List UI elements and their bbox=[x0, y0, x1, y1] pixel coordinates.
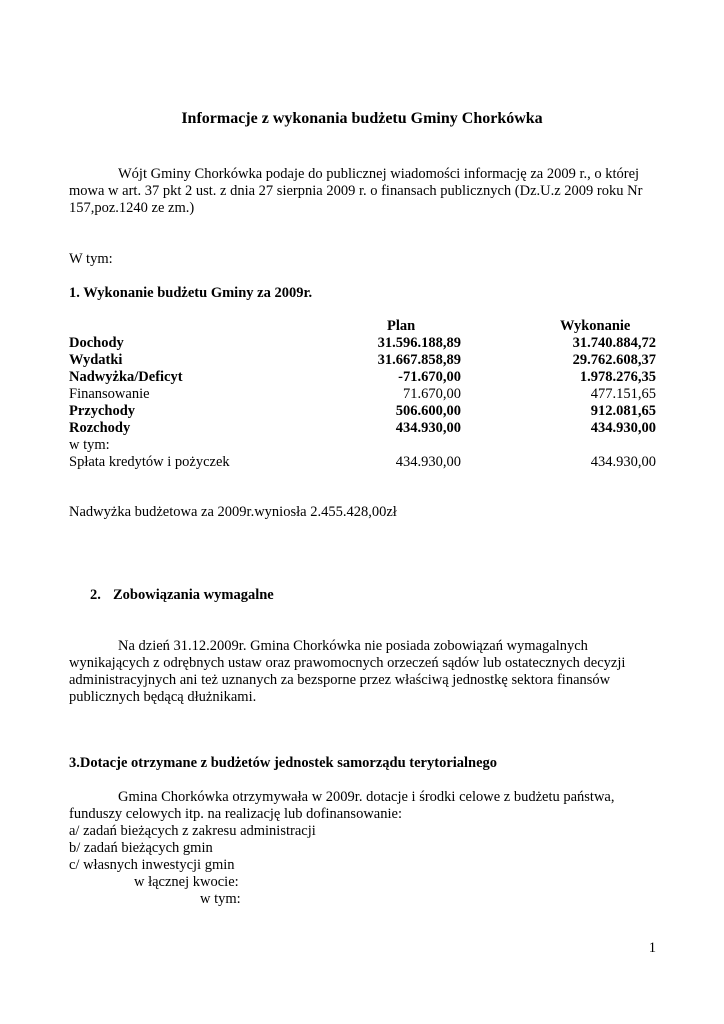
surplus-note: Nadwyżka budżetowa za 2009r.wyniosła 2.455.428,00zł bbox=[69, 504, 397, 520]
document-title: Informacje z wykonania budżetu Gminy Chorkówka bbox=[181, 110, 543, 127]
row-label-przychody: Przychody bbox=[69, 403, 136, 419]
row-plan-finansowanie: 71.670,00 bbox=[403, 386, 461, 402]
row-wykonanie-rozchody: 434.930,00 bbox=[590, 420, 656, 436]
header-wykonanie: Wykonanie bbox=[560, 318, 631, 334]
row-label-splata-kredytow: Spłata kredytów i pożyczek bbox=[69, 454, 230, 470]
row-plan-splata-kredytow: 434.930,00 bbox=[395, 454, 461, 470]
row-plan-dochody: 31.596.188,89 bbox=[377, 335, 461, 351]
row-wykonanie-finansowanie: 477.151,65 bbox=[590, 386, 656, 402]
section2-heading: Zobowiązania wymagalne bbox=[113, 587, 274, 603]
row-label-wydatki: Wydatki bbox=[69, 352, 123, 368]
intro-paragraph: Wójt Gminy Chorkówka podaje do publicznej wiadomości informację za 2009 r., o której mowa w art. 37 pkt 2 ust. z dnia 27 sierpnia 2009 r. o finansach publicznych (Dz.U.z 2009 roku Nr 157,poz.1240 ze zm.) bbox=[69, 166, 643, 216]
row-wykonanie-splata-kredytow: 434.930,00 bbox=[590, 454, 656, 470]
row-plan-przychody: 506.600,00 bbox=[395, 403, 461, 419]
section2-body: Na dzień 31.12.2009r. Gmina Chorkówka nie posiada zobowiązań wymagalnych wynikających z odrębnych ustaw oraz prawomocnych orzeczeń sądów lub ostatecznych decyzji administracyjnych ani też uznanych za bezsporne przez właściwą jednostkę sektora finansów publicznych będącą dłużnikami. bbox=[69, 638, 626, 705]
section3-heading: 3.Dotacje otrzymane z budżetów jednostek samorządu terytorialnego bbox=[69, 755, 498, 771]
row-label-rozchody: Rozchody bbox=[69, 420, 131, 436]
section1-heading: 1. Wykonanie budżetu Gminy za 2009r. bbox=[69, 285, 313, 301]
row-plan-nadwyzka-deficyt: -71.670,00 bbox=[398, 369, 461, 385]
row-plan-wydatki: 31.667.858,89 bbox=[377, 352, 461, 368]
row-plan-rozchody: 434.930,00 bbox=[395, 420, 461, 436]
header-plan: Plan bbox=[387, 318, 416, 334]
row-wykonanie-wydatki: 29.762.608,37 bbox=[572, 352, 656, 368]
row-wykonanie-dochody: 31.740.884,72 bbox=[572, 335, 656, 351]
section2-number: 2. bbox=[90, 587, 101, 603]
row-label-finansowanie: Finansowanie bbox=[69, 386, 150, 402]
row-wykonanie-nadwyzka-deficyt: 1.978.276,35 bbox=[579, 369, 656, 385]
list-item: a/ zadań bieżących z zakresu administracji bbox=[69, 823, 316, 839]
section3-w-tym-label: w tym: bbox=[200, 891, 241, 907]
list-item: c/ własnych inwestycji gmin bbox=[69, 857, 235, 873]
row-label-nadwyzka-deficyt: Nadwyżka/Deficyt bbox=[69, 369, 183, 385]
row-label-w-tym: w tym: bbox=[69, 437, 110, 453]
page-number: 1 bbox=[648, 940, 656, 956]
row-wykonanie-przychody: 912.081,65 bbox=[590, 403, 656, 419]
w-tym-label: W tym: bbox=[69, 251, 113, 267]
total-amount-label: w łącznej kwocie: bbox=[134, 874, 239, 890]
row-label-dochody: Dochody bbox=[69, 335, 124, 351]
section3-body: Gmina Chorkówka otrzymywała w 2009r. dotacje i środki celowe z budżetu państwa, funduszy celowych itp. na realizację lub dofinansowanie: bbox=[69, 789, 615, 822]
list-item: b/ zadań bieżących gmin bbox=[69, 840, 213, 856]
